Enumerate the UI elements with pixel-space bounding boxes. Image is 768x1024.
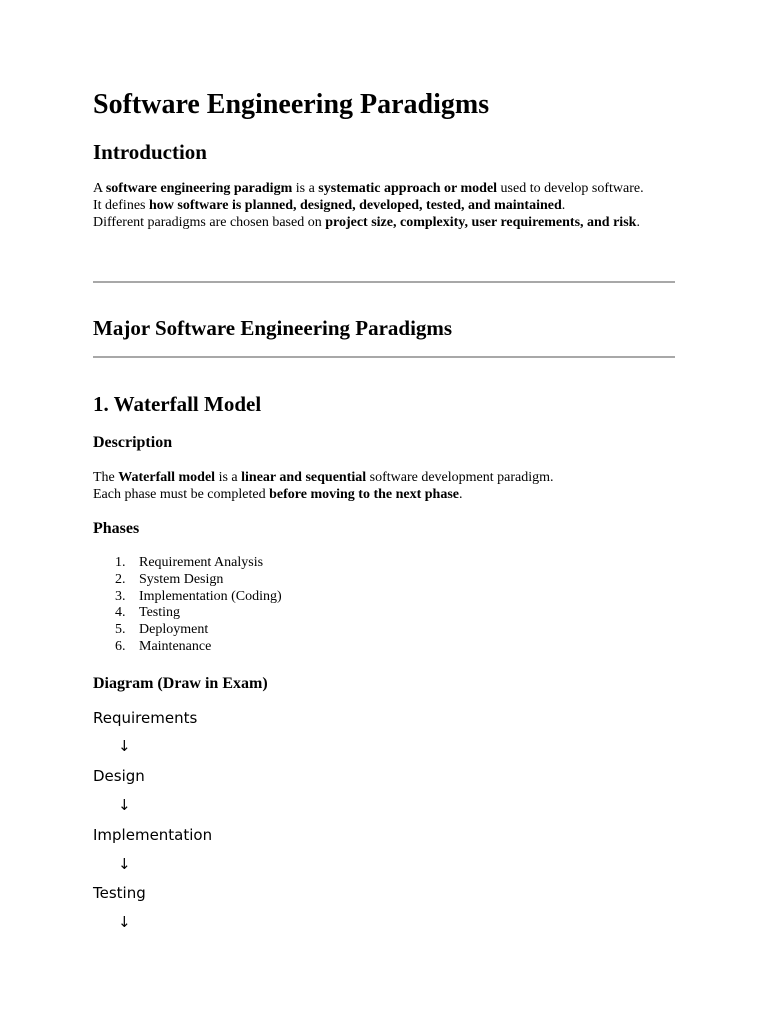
list-number: 5. [115,622,126,638]
list-item-label: Testing [139,605,181,621]
introduction-heading: Introduction [93,140,207,164]
bold-term: linear and sequential [241,470,367,485]
list-item-label: Maintenance [139,638,212,654]
description-line-1: The Waterfall model is a linear and sequential software development paradigm. [93,470,554,485]
down-arrow-icon: ↓ [118,855,131,873]
intro-line-3: Different paradigms are chosen based on project size, complexity, user requirements, and risk. [93,215,640,230]
list-item [93,555,282,572]
list-item-label: Deployment [139,622,209,638]
bold-term: project size, complexity, user requirements, and risk [325,215,637,230]
description-heading: Description [93,434,173,451]
bold-term: Waterfall model [118,470,216,485]
diagram-step-testing: Testing [93,884,146,902]
list-item [93,622,282,639]
down-arrow-icon: ↓ [118,737,131,755]
divider [93,281,675,283]
diagram-step-design: Design [93,767,145,785]
divider [93,356,675,358]
list-number: 6. [115,638,126,654]
bold-term: before moving to the next phase [269,487,460,502]
diagram-step-implementation: Implementation [93,826,213,844]
list-number: 1. [115,555,126,570]
bold-term: systematic approach or model [318,181,498,196]
major-paradigms-heading: Major Software Engineering Paradigms [93,316,453,340]
diagram-step-requirements: Requirements [93,709,198,727]
waterfall-description [93,469,675,503]
waterfall-heading: 1. Waterfall Model [93,392,262,416]
list-item [93,589,282,606]
bold-term: how software is planned, designed, developed, tested, and maintained [148,198,562,213]
list-item [93,572,282,589]
bold-term: software engineering paradigm [105,181,293,196]
intro-line-2: It defines how software is planned, designed, developed, tested, and maintained. [93,198,566,213]
list-item-label: Requirement Analysis [139,555,264,570]
list-item-label: Implementation (Coding) [139,588,282,604]
list-item [93,605,282,622]
down-arrow-icon: ↓ [118,913,131,931]
list-item [93,639,282,656]
intro-line-1: A software engineering paradigm is a systematic approach or model used to develop software. [93,181,644,196]
list-number: 4. [115,605,126,621]
page-title: Software Engineering Paradigms [93,89,490,120]
description-line-2: Each phase must be completed before moving to the next phase. [93,487,463,502]
down-arrow-icon: ↓ [118,796,131,814]
list-item-label: System Design [139,571,224,587]
introduction-paragraph [93,180,675,231]
list-number: 2. [115,571,126,587]
diagram-heading: Diagram (Draw in Exam) [93,675,268,692]
phases-heading: Phases [93,520,140,537]
list-number: 3. [115,588,126,604]
phases-list [93,555,282,656]
